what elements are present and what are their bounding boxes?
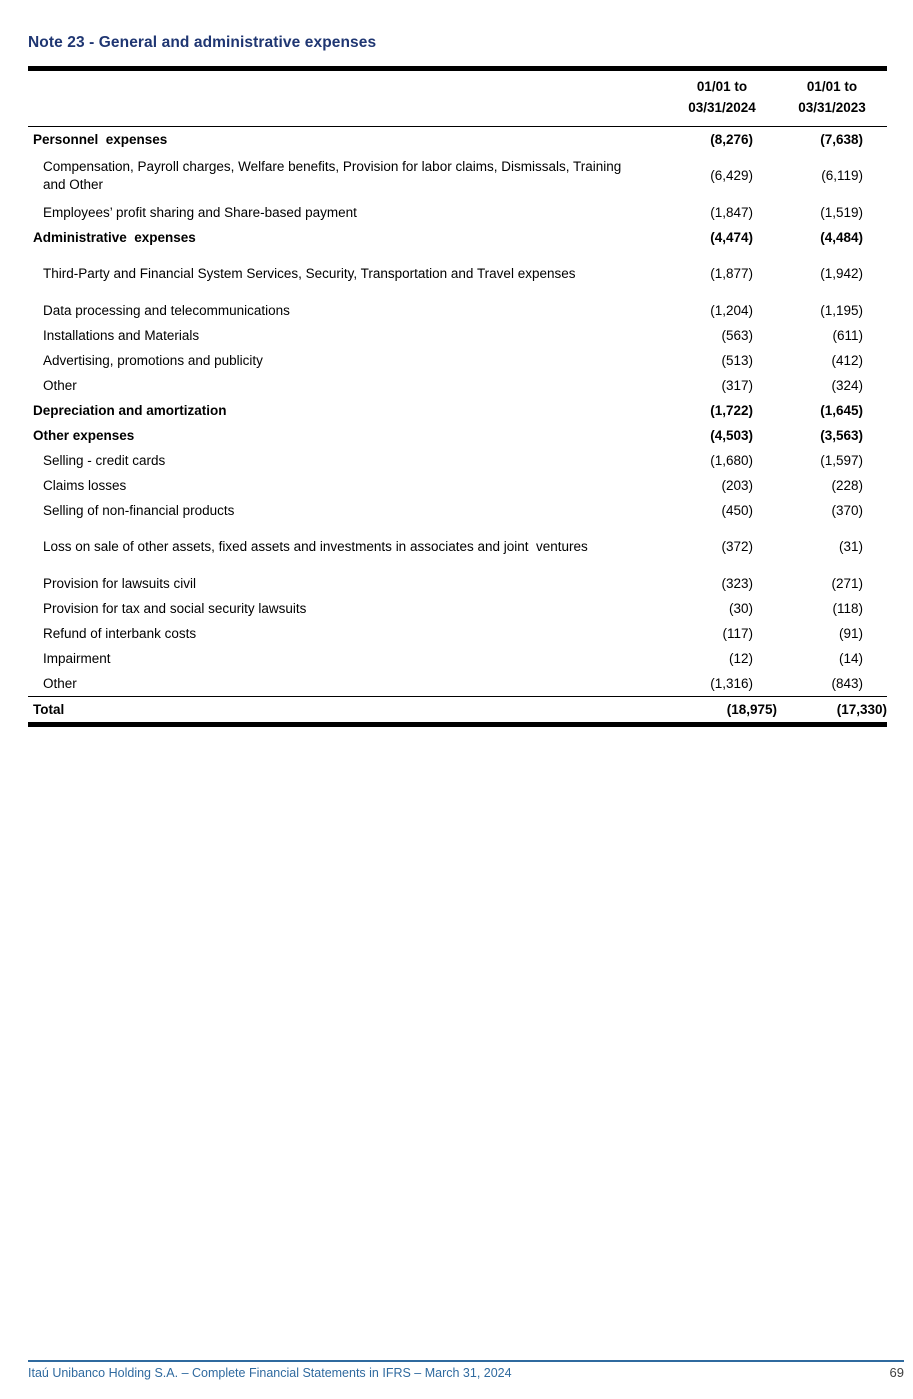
row-value-2023: (118) xyxy=(832,600,863,616)
row-value-2024: (203) xyxy=(721,477,753,493)
row-label: Personnel expenses xyxy=(33,131,168,147)
column-header-2024-line2: 03/31/2024 xyxy=(688,99,756,115)
page-footer xyxy=(28,1360,904,1380)
row-label: Third-Party and Financial System Services, Security, Transportation and Travel expenses xyxy=(43,266,576,282)
row-value-2024: (8,276) xyxy=(710,131,753,147)
column-header-2023 xyxy=(777,77,887,119)
row-label: Installations and Materials xyxy=(43,327,200,343)
table-row xyxy=(28,200,887,225)
row-value-2023: (271) xyxy=(831,575,863,591)
row-label: Loss on sale of other assets, fixed assets and investments in associates and joint ventures xyxy=(43,539,588,555)
row-value-2024: (4,503) xyxy=(710,427,753,443)
row-value-2024: (513) xyxy=(721,352,753,368)
table-row xyxy=(28,323,887,348)
table-row xyxy=(28,473,887,498)
row-value-2024: (4,474) xyxy=(710,229,753,245)
table-row xyxy=(28,571,887,596)
table-row xyxy=(28,646,887,671)
table-header-row xyxy=(28,71,887,127)
table-row xyxy=(28,250,887,298)
row-label: Employees’ profit sharing and Share-based payment xyxy=(43,204,357,220)
row-label: Data processing and telecommunications xyxy=(43,302,290,318)
row-value-2024: (1,847) xyxy=(710,204,753,220)
row-value-2023: (7,638) xyxy=(820,131,863,147)
row-value-2024: (450) xyxy=(721,502,753,518)
table-body xyxy=(28,127,887,696)
row-value-2023: (6,119) xyxy=(821,168,863,184)
row-value-2023: (324) xyxy=(831,377,863,393)
row-value-2023: (3,563) xyxy=(820,427,863,443)
page-number: 69 xyxy=(889,1365,904,1380)
row-value-2023: (228) xyxy=(831,477,863,493)
row-value-2023: (843) xyxy=(831,675,863,691)
column-header-2023-line2: 03/31/2023 xyxy=(798,99,866,115)
table-row xyxy=(28,225,887,250)
row-value-2024: (6,429) xyxy=(710,168,753,184)
table-row xyxy=(28,423,887,448)
row-value-2023: (4,484) xyxy=(820,229,863,245)
row-value-2024: (1,316) xyxy=(710,675,753,691)
row-value-2024: (323) xyxy=(721,575,753,591)
row-value-2023: (1,195) xyxy=(820,302,863,318)
total-label: Total xyxy=(33,701,65,717)
row-value-2024: (1,877) xyxy=(710,266,753,282)
row-value-2023: (611) xyxy=(832,327,863,343)
table-row xyxy=(28,373,887,398)
total-value-2024: (18,975) xyxy=(726,701,777,717)
expenses-table xyxy=(28,66,887,727)
row-value-2023: (91) xyxy=(838,625,863,641)
row-label: Other expenses xyxy=(33,427,135,443)
table-row xyxy=(28,523,887,571)
row-label: Provision for lawsuits civil xyxy=(43,575,197,591)
row-value-2023: (31) xyxy=(838,539,863,555)
row-value-2023: (1,645) xyxy=(820,402,863,418)
row-label: Depreciation and amortization xyxy=(33,402,227,418)
row-label: Claims losses xyxy=(43,477,127,493)
table-row xyxy=(28,348,887,373)
row-value-2024: (12) xyxy=(728,650,753,666)
row-value-2023: (1,519) xyxy=(820,204,863,220)
table-row xyxy=(28,596,887,621)
row-label: Selling of non-financial products xyxy=(43,502,235,518)
table-row xyxy=(28,498,887,523)
table-row xyxy=(28,298,887,323)
row-label: Impairment xyxy=(43,650,111,666)
column-header-2023-line1: 01/01 to xyxy=(806,79,858,94)
row-label: Advertising, promotions and publicity xyxy=(43,352,263,368)
row-value-2024: (372) xyxy=(721,539,753,555)
row-value-2024: (30) xyxy=(728,600,753,616)
table-row xyxy=(28,448,887,473)
row-value-2024: (117) xyxy=(722,625,753,641)
row-label: Other xyxy=(43,377,77,393)
footer-text: Itaú Unibanco Holding S.A. – Complete Financial Statements in IFRS – March 31, 2024 xyxy=(28,1366,512,1380)
row-label: Refund of interbank costs xyxy=(43,625,197,641)
column-header-2024 xyxy=(667,77,777,119)
row-value-2023: (370) xyxy=(831,502,863,518)
table-row xyxy=(28,398,887,423)
row-label: Provision for tax and social security lawsuits xyxy=(43,600,307,616)
row-value-2024: (317) xyxy=(721,377,753,393)
row-value-2023: (412) xyxy=(831,352,863,368)
table-row xyxy=(28,621,887,646)
table-total-row xyxy=(28,696,887,722)
row-label: Administrative expenses xyxy=(33,229,196,245)
row-value-2024: (1,204) xyxy=(710,302,753,318)
table-row xyxy=(28,127,887,152)
row-value-2023: (1,597) xyxy=(820,452,863,468)
row-value-2023: (1,942) xyxy=(820,266,863,282)
table-row xyxy=(28,152,887,200)
row-value-2024: (1,722) xyxy=(710,402,753,418)
table-row xyxy=(28,671,887,696)
row-label: Selling - credit cards xyxy=(43,452,166,468)
column-header-2024-line1: 01/01 to xyxy=(696,79,748,94)
row-value-2024: (1,680) xyxy=(710,452,753,468)
page-title: Note 23 - General and administrative expenses xyxy=(28,34,377,51)
total-value-2023: (17,330) xyxy=(836,701,887,717)
row-label: Other xyxy=(43,675,77,691)
row-label: Compensation, Payroll charges, Welfare benefits, Provision for labor claims, Dismissals, Training and Other xyxy=(43,159,625,192)
row-value-2023: (14) xyxy=(838,650,863,666)
row-value-2024: (563) xyxy=(721,327,753,343)
